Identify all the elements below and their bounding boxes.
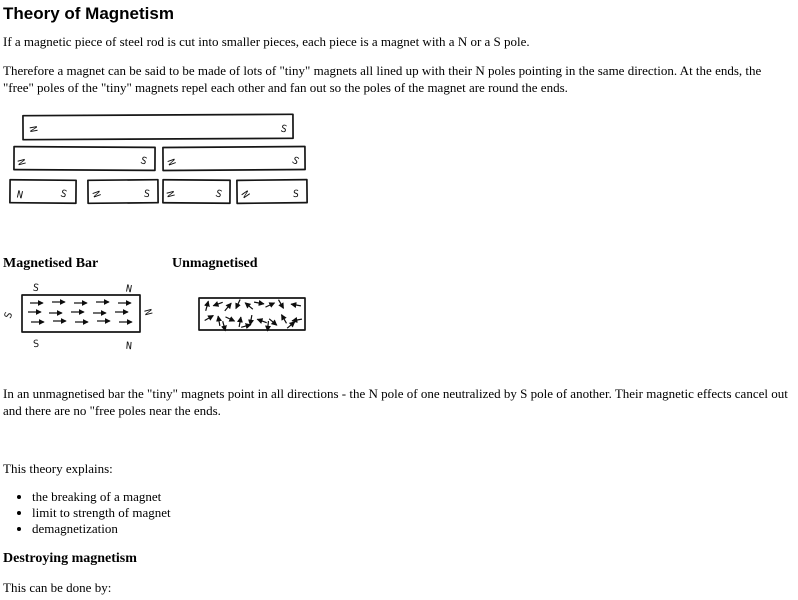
paragraph-intro: If a magnetic piece of steel rod is cut into smaller pieces, each piece is a magnet with a N or a S pole.	[3, 34, 530, 49]
pole-label-n: N	[15, 189, 24, 202]
unmagnetised-bar-diagram	[199, 298, 305, 331]
aligned-domain-arrows	[28, 302, 132, 322]
pole-label-n: N	[163, 190, 176, 199]
pole-label-s: S	[289, 155, 301, 168]
unmagnetised-bar-outline	[199, 298, 305, 330]
broken-magnet-pieces-diagram	[5, 110, 320, 210]
pole-label-n: N	[14, 158, 27, 167]
page-title: Theory of Magnetism	[3, 4, 174, 23]
pole-label-s: S	[32, 282, 40, 295]
destroying-magnetism-subheading: Destroying magnetism	[3, 551, 137, 566]
domain-alignment-diagram	[0, 276, 330, 352]
magnet-bar	[23, 114, 293, 139]
magnetised-bar-diagram	[3, 283, 154, 352]
pole-label-s: S	[32, 338, 40, 351]
magnetised-bar-label: Magnetised Bar	[3, 256, 99, 271]
pole-label-n: N	[26, 125, 39, 134]
pole-label-s: S	[279, 123, 288, 136]
pole-label-n: N	[125, 340, 133, 352]
pole-label-n: N	[89, 189, 102, 200]
unmagnetised-label: Unmagnetised	[172, 256, 258, 271]
pole-label-n: N	[238, 189, 252, 201]
magnetised-bar-outline	[22, 295, 140, 332]
theory-intro: This theory explains:	[3, 461, 113, 476]
list-item: • demagnetization	[32, 521, 171, 537]
pole-label-s: S	[138, 155, 149, 168]
magnet-bar	[163, 147, 305, 171]
pole-label-s: S	[143, 188, 151, 201]
pole-label-n: N	[124, 283, 133, 296]
pole-label-s: S	[58, 188, 69, 201]
list-item: • the breaking of a magnet	[32, 489, 171, 505]
pole-label-s: S	[292, 188, 300, 201]
destroying-intro: This can be done by:	[3, 580, 112, 595]
paragraph-tiny-magnets: Therefore a magnet can be said to be made of lots of "tiny" magnets all lined up with their N poles pointing in the same direction. At the ends, the "free" poles of the "tiny" magnets repel each other and fan out so the poles of the magnet are round the ends.	[3, 63, 762, 95]
random-domain-arrows	[205, 299, 302, 331]
list-item: • limit to strength of magnet	[32, 505, 171, 521]
pole-label-s: S	[2, 310, 16, 321]
pole-label-n: N	[141, 308, 154, 317]
paragraph-unmagnetised-explanation: In an unmagnetised bar the "tiny" magnets point in all directions - the N pole of one neutralized by S pole of another. Their magnetic effects cancel out and there are no "free poles near the ends.	[3, 386, 788, 418]
pole-label-s: S	[213, 188, 224, 201]
magnet-bar	[14, 147, 155, 171]
theory-points-list	[0, 489, 171, 537]
pole-label-n: N	[164, 157, 177, 168]
